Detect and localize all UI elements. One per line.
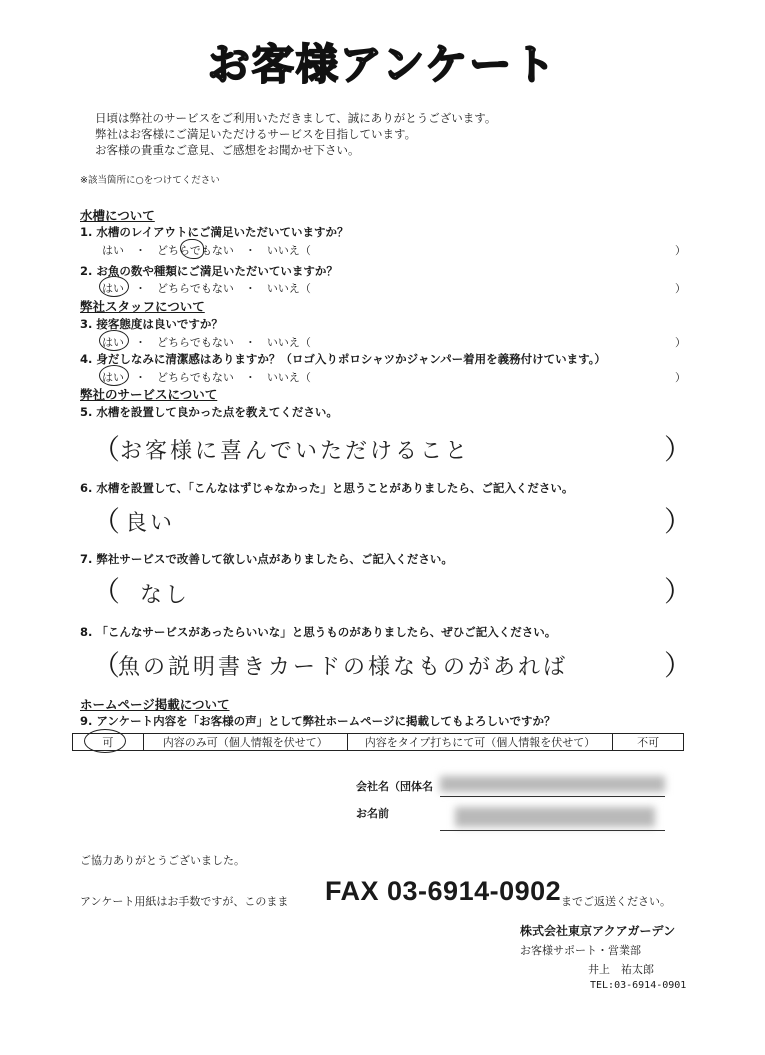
fax-prefix: アンケート用紙はお手数ですが、このまま	[80, 895, 289, 908]
question-2-options: はい ・ どちらでもない ・ いいえ（	[102, 282, 311, 295]
question-1-options: はい ・ どちらでもない ・ いいえ（	[102, 244, 311, 257]
question-9: 9. アンケート内容を「お客様の声」として弊社ホームページに掲載してもよろしいですか？	[80, 714, 556, 728]
intro-line-1: 日頃は弊社のサービスをご利用いただきまして、誠にありがとうございます。	[95, 111, 497, 125]
question-2: 2. お魚の数や種類にご満足いただいていますか？	[80, 264, 338, 278]
intro-line-2: 弊社はお客様にご満足いただけるサービスを目指しています。	[95, 127, 417, 141]
footer-company: 株式会社東京アクアガーデン	[520, 924, 676, 938]
question-3-options: はい ・ どちらでもない ・ いいえ（	[102, 336, 311, 349]
footer-dept: お客様サポート・営業部	[520, 944, 641, 957]
answer-5-close-paren: ）	[664, 433, 693, 466]
answer-6-text: 良い	[125, 511, 176, 536]
question-6: 6. 水槽を設置して、「こんなはずじゃなかった」と思うことがありましたら、ご記入ください。	[80, 481, 574, 495]
question-4-close-paren: ）	[675, 371, 686, 384]
person-name-redacted	[455, 807, 655, 827]
section-staff: 弊社スタッフについて	[80, 299, 205, 314]
fax-number: FAX 03-6914-0902	[325, 876, 562, 906]
answer-mark-3	[99, 330, 129, 351]
question-2-close-paren: ）	[675, 282, 686, 295]
section-aquarium: 水槽について	[80, 208, 155, 223]
answer-5-open-paren: （	[92, 433, 121, 466]
answer-6-open-paren: （	[92, 505, 121, 538]
answer-8-open-paren: （	[92, 649, 121, 682]
question-1: 1. 水槽のレイアウトにご満足いただいていますか？	[80, 225, 349, 239]
name-underline	[440, 830, 665, 831]
answer-8-close-paren: ）	[664, 649, 693, 682]
question-3: 3. 接客態度は良いですか？	[80, 317, 223, 331]
footer-person: 井上 祐太郎	[588, 963, 654, 976]
footer-tel: TEL:03-6914-0901	[590, 980, 687, 991]
question-1-close-paren: ）	[675, 244, 686, 257]
answer-6-close-paren: ）	[664, 505, 693, 538]
question-7: 7. 弊社サービスで改善して欲しい点がありましたら、ご記入ください。	[80, 552, 453, 566]
answer-7-open-paren: （	[92, 575, 121, 608]
answer-7-close-paren: ）	[664, 575, 693, 608]
hp-option-typed[interactable]: 内容をタイプ打ちにて可（個人情報を伏せて）	[347, 734, 613, 751]
question-4: 4. 身だしなみに清潔感はありますか？（ロゴ入りポロシャツかジャンパー着用を義務付けています。）	[80, 352, 606, 366]
thanks-text: ご協力ありがとうございました。	[80, 854, 245, 867]
answer-8-text: 魚の説明書きカードの様なものがあれば	[118, 655, 569, 680]
question-4-options: はい ・ どちらでもない ・ いいえ（	[102, 371, 311, 384]
section-homepage: ホームページ掲載について	[80, 697, 230, 712]
page-title: お客様アンケート	[207, 40, 558, 89]
name-label: お名前	[356, 807, 389, 820]
intro-line-3: お客様の貴重なご意見、ご感想をお聞かせ下さい。	[95, 143, 360, 157]
hp-option-allowed[interactable]: 可	[73, 734, 144, 751]
question-5: 5. 水槽を設置して良かった点を教えてください。	[80, 405, 338, 419]
homepage-options-table	[72, 733, 684, 751]
company-label: 会社名（団体名	[356, 780, 433, 793]
answer-mark-2	[99, 276, 129, 297]
question-8: 8. 「こんなサービスがあったらいいな」と思うものがありましたら、ぜひご記入ください。	[80, 625, 557, 639]
company-name-redacted	[440, 776, 665, 792]
instruction-note: ※該当箇所に○をつけてください	[80, 175, 220, 186]
company-underline	[440, 796, 665, 797]
answer-mark-9	[84, 729, 126, 753]
answer-7-text: なし	[140, 583, 191, 608]
answer-mark-1	[180, 239, 204, 259]
hp-option-not-allowed[interactable]: 不可	[613, 734, 684, 751]
answer-mark-4	[99, 365, 129, 386]
section-service: 弊社のサービスについて	[80, 387, 218, 402]
fax-suffix: までご返送ください。	[561, 895, 671, 908]
question-3-close-paren: ）	[675, 336, 686, 349]
hp-option-content-only[interactable]: 内容のみ可（個人情報を伏せて）	[143, 734, 347, 751]
answer-5-text: お客様に喜んでいただけること	[120, 439, 471, 464]
